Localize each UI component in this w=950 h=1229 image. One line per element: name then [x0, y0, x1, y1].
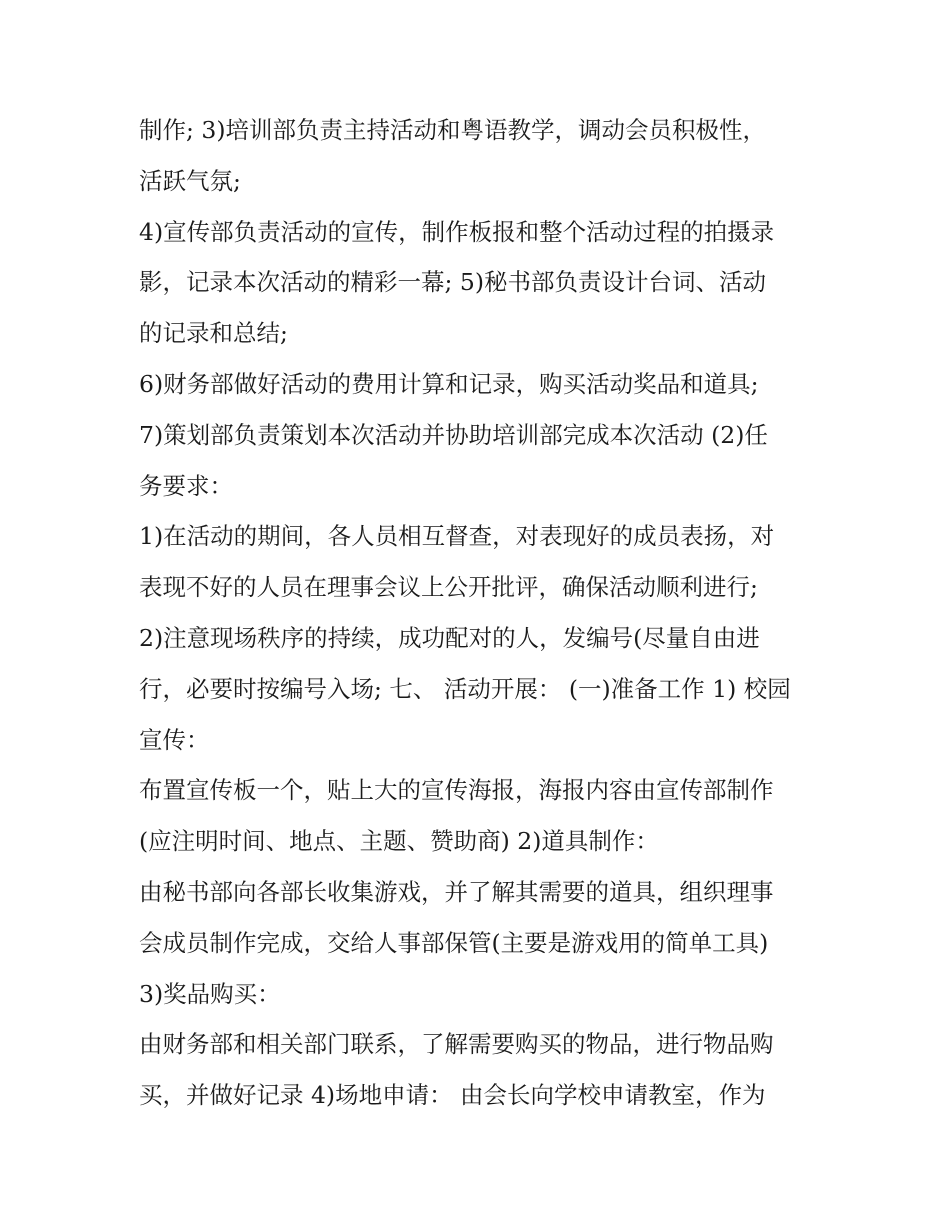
text-line: 6)财务部做好活动的费用计算和记录，购买活动奖品和道具; [139, 369, 759, 398]
text-line: 4)宣传部负责活动的宣传，制作板报和整个活动过程的拍摄录 [139, 217, 775, 246]
text-line: 3)奖品购买： [139, 979, 281, 1008]
text-line: 活跃气氛; [139, 166, 241, 195]
text-line: 会成员制作完成，交给人事部保管(主要是游戏用的简单工具) [139, 928, 769, 957]
text-line: 制作; 3)培训部负责主持活动和粤语教学，调动会员积极性， [139, 116, 767, 144]
text-line: 1)在活动的期间，各人员相互督查，对表现好的成员表扬，对 [139, 522, 775, 551]
text-line: 宣传： [139, 725, 210, 754]
document-body [139, 105, 819, 1121]
text-line: 由财务部和相关部门联系，了解需要购买的物品，进行物品购 [139, 1030, 774, 1059]
text-line: 布置宣传板一个，贴上大的宣传海报，海报内容由宣传部制作 [139, 776, 774, 805]
text-line: 表现不好的人员在理事会议上公开批评，确保活动顺利进行; [139, 573, 758, 602]
text-line: 影，记录本次活动的精彩一幕; 5)秘书部负责设计台词、活动 [139, 268, 767, 297]
text-line: 买，并做好记录 4)场地申请： 由会长向学校申请教室，作为 [139, 1081, 766, 1110]
text-line: 行，必要时按编号入场; 七、 活动开展： (一)准备工作 1) 校园 [139, 674, 791, 703]
text-line: 7)策划部负责策划本次活动并协助培训部完成本次活动 (2)任 [139, 420, 768, 449]
text-line: (应注明时间、地点、主题、赞助商) 2)道具制作： [139, 827, 659, 856]
text-line: 由秘书部向各部长收集游戏，并了解其需要的道具，组织理事 [139, 877, 774, 906]
text-line: 2)注意现场秩序的持续，成功配对的人，发编号(尽量自由进 [139, 623, 760, 652]
text-line: 务要求： [139, 471, 233, 500]
text-line: 的记录和总结; [139, 319, 288, 348]
